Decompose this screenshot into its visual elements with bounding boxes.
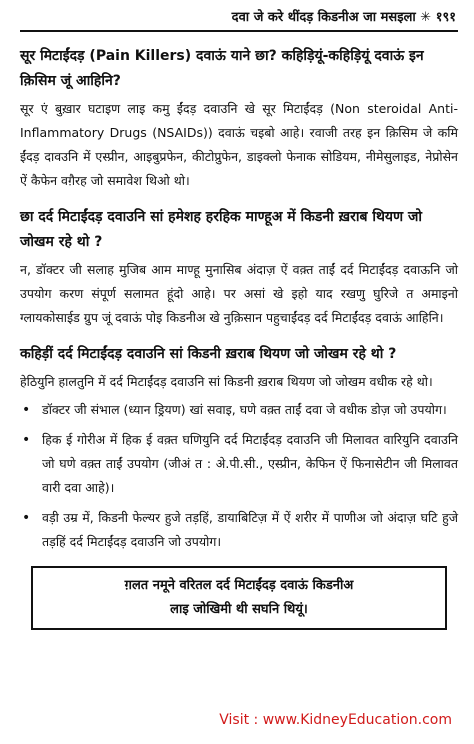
callout-line-2: लाइ जोखिमी थी सघनि थियूं।	[170, 602, 308, 617]
document-page	[20, 8, 458, 630]
section-body-3: हेठियुनि हालतुनि में दर्द मिटाईंदड़ दवाउनि सां किडनी ख़राब थियण जो जोखम वधीक रहे थो।	[20, 374, 433, 389]
section-body-1: सूर एं बुख़ार घटाइण लाइ कमु ईंदड़ दवाउनि खे सूर मिटाईंदड़ (Non steroidal Anti-Inflammatory Drugs (NSAIDs)) दवाऊं चइबो आहे। रवाजी तरह इन क़िसिम जे कमि ईंदड़ दावउनि में एस्प्रीन, आइबुप्रफेन, कीटोप्रुफेन, डाइक्लो फेनाक सोडियम, नीमेसुलाइड, नेप्रोसेन ऐं कैफेन वग़ैरह जो समावेश थिओ थो।	[20, 101, 458, 188]
section-heading-3: कहिड़ीं दर्द मिटाईंदड़ दवाउनि सां किडनी ख़राब थियण जो जोखम रहे थो ?	[20, 346, 397, 362]
list-item	[20, 398, 458, 422]
risk-list	[20, 398, 458, 554]
bullet-icon: •	[22, 432, 31, 448]
list-item	[20, 428, 458, 500]
list-item	[20, 506, 458, 554]
section-heading-2: छा दर्द मिटाईंदड़ दवाउनि सां हमेशह हरहिक माण्हूअ में किडनी ख़राब थियण जो जोखम रहे थो ?	[20, 209, 423, 250]
list-item-text: डॉक्टर जी संभाल (ध्यान ड्रियण) खां सवाइ, घणे वक़्त ताईं दवा जे वधीक डोज़ जो उपयोग।	[42, 402, 447, 417]
bullet-icon: •	[22, 510, 31, 526]
website-link[interactable]: Visit : www.KidneyEducation.com	[219, 712, 452, 728]
section-heading-1: सूर मिटाईंदड़ (Pain Killers) दवाऊं याने छा? कहिड़ियूं-कहिड़ियूं दवाऊं इन क़िसिम जूं आहिनि?	[20, 48, 424, 89]
warning-callout	[31, 566, 447, 630]
running-header: दवा जे करे थींदड़ किडनीअ जा मसइला ✳ १९१	[20, 8, 458, 32]
callout-line-1: ग़लत नमूने वरितल दर्द मिटाईंदड़ दवाऊं किडनीअ	[124, 578, 354, 593]
bullet-icon: •	[22, 402, 31, 418]
section-body-2: न, डॉक्टर जी सलाह मुजिब आम माण्हू मुनासिब अंदाज़ ऐं वक़्त ताईं दर्द मिटाईंदड़ दवाऊनि जो उपयोग करण संपूर्ण सलामत हूंदो आहे। पर असां खे इहो याद रखणु घुरिजे त अमाइनो ग्लायकोसाईड ग्रुप जूं दवाऊं पोइ किडनीअ खे नुक़िसान पहुचाईंदड़ दर्द मिटाईंदड़ दवाऊं आहिनि।	[20, 262, 458, 325]
list-item-text: वड़ी उम्र में, किडनी फेल्यर हुजे तड़हिं, डायाबिटिज़ में ऐं शरीर में पाणीअ जो अंदाज़ घटि हुजे तड़हिं दर्द मिटाईंदड़ दवाउनि जो उपयोग।	[42, 510, 458, 549]
list-item-text: हिक ई गोरीअ में हिक ई वक़्त घणियुनि दर्द मिटाईंदड़ दवाउनि जी मिलावत वारियुनि दवाउनि जो घणे वक़्त ताईं उपयोग (जीअं त : अे.पी.सी., एस्प्रीन, केफिन ऐं फिनासेटीन जी मिलावत वारी दवा आहे)।	[42, 432, 458, 495]
